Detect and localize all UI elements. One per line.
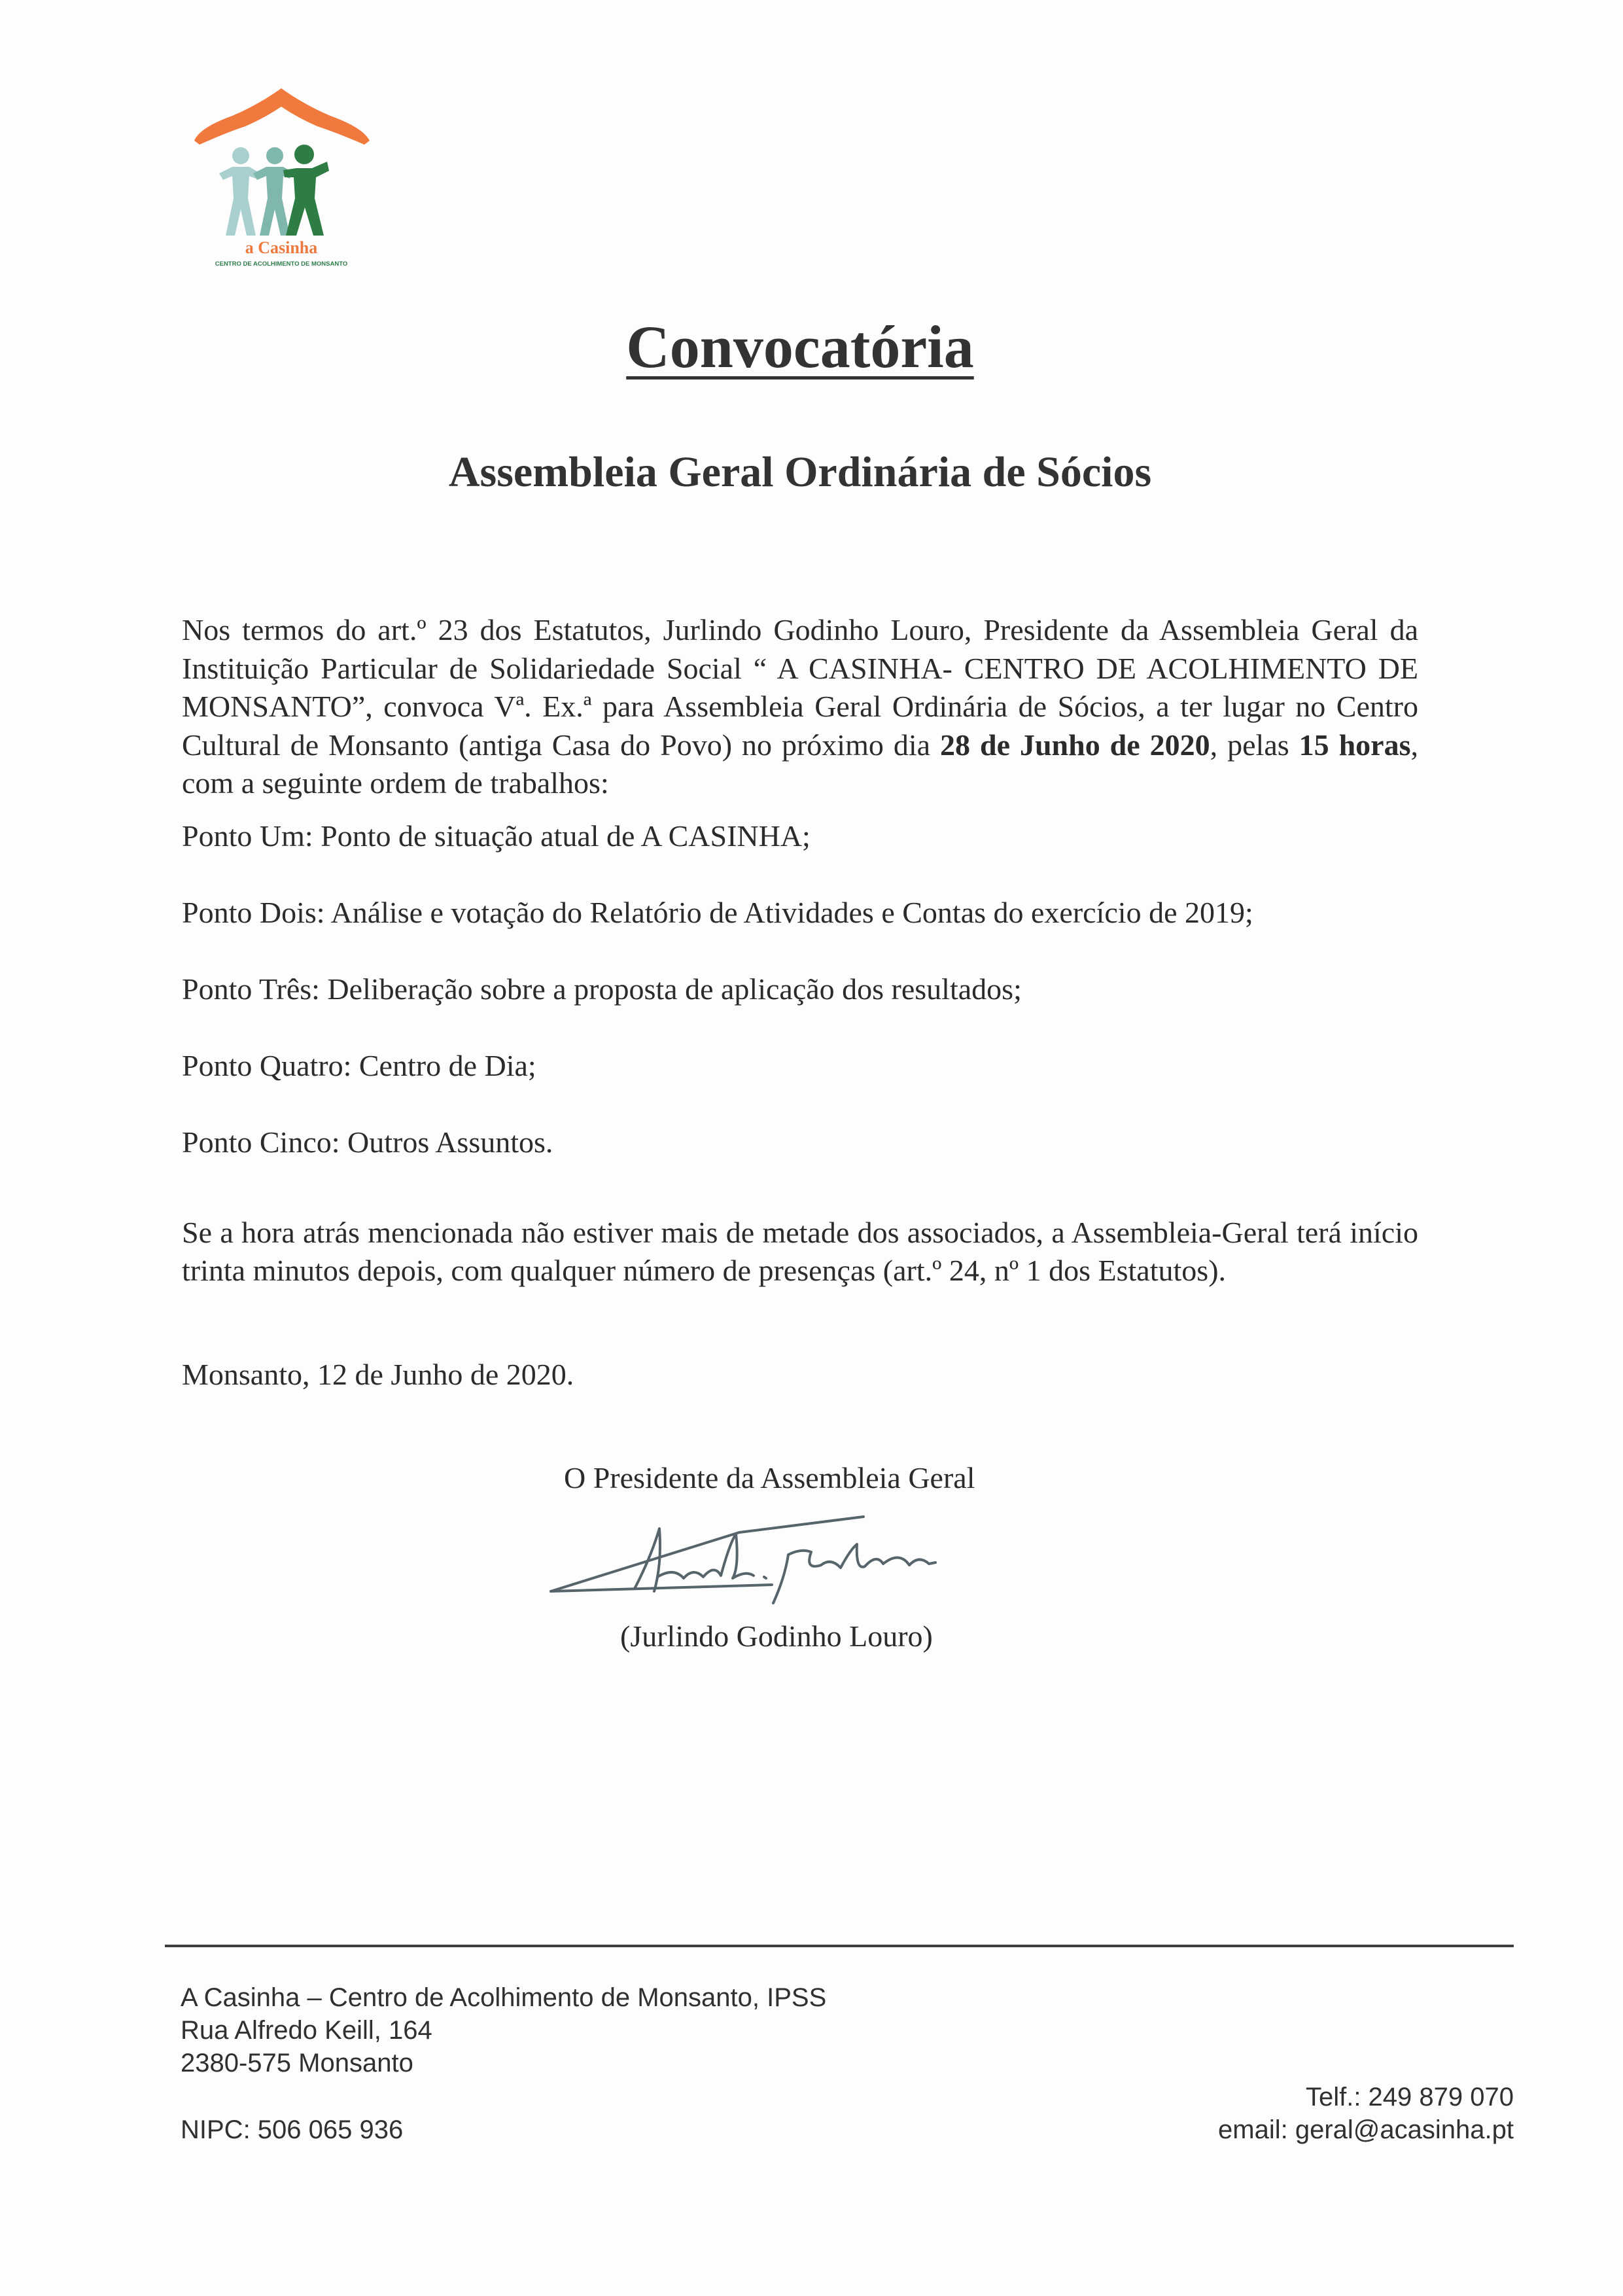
agenda-item: Ponto Cinco: Outros Assuntos. [182, 1125, 553, 1159]
meeting-date: 28 de Junho de 2020 [940, 728, 1210, 762]
letter-body [182, 308, 1418, 1655]
agenda-list [182, 817, 1418, 1161]
house-with-people-icon [186, 82, 376, 275]
logo-name: a Casinha [245, 238, 318, 257]
agenda-item: Ponto Quatro: Centro de Dia; [182, 1048, 536, 1082]
agenda-item: Ponto Um: Ponto de situação atual de A CASINHA; [182, 819, 811, 853]
agenda-item: Ponto Dois: Análise e votação do Relatório de Atividades e Contas do exercício de 2019; [182, 895, 1253, 929]
footer-organization: A Casinha – Centro de Acolhimento de Monsanto, IPSS [181, 1983, 827, 2012]
signature-block [182, 1459, 1418, 1655]
footer-divider [165, 1945, 1514, 1947]
agenda-item: Ponto Três: Deliberação sobre a proposta de aplicação dos resultados; [182, 972, 1022, 1006]
quorum-paragraph: Se a hora atrás mencionada não estiver mais de metade dos associados, a Assembleia-Geral terá início trinta minutos depois, com qualquer número de presenças (art.º 24, nº 1 dos Estatutos). [182, 1215, 1418, 1287]
footer-nipc: NIPC: 506 065 936 [181, 2115, 404, 2144]
meeting-time: 15 horas [1299, 728, 1411, 762]
intro-paragraph [182, 611, 1418, 803]
footer-postal-code: 2380-575 Monsanto [181, 2049, 413, 2077]
footer-phone: Telf.: 249 879 070 [1305, 2083, 1514, 2111]
footer [165, 1945, 1514, 2146]
handwritten-signature-icon [543, 1505, 1066, 1610]
place-and-date: Monsanto, 12 de Junho de 2020. [182, 1357, 574, 1391]
footer-email: email: geral@acasinha.pt [1218, 2115, 1514, 2144]
footer-street: Rua Alfredo Keill, 164 [181, 2016, 432, 2045]
intro-text: Nos termos do art.º 23 dos Estatutos, Jurlindo Godinho Louro, Presidente da Assembleia Geral da Instituição Particular de Solidariedade Social “ A CASINHA- CENTRO DE ACOLHIMENTO DE MONSANTO”, convoca Vª. Ex.ª para Assembleia Geral Ordinária de Sócios, a ter lugar no Centro Cultural de Monsanto (antiga Casa do Povo) no próximo dia [182, 613, 1418, 762]
organization-logo [186, 82, 376, 275]
intro-text-after: , com a seguinte ordem de trabalhos: [182, 728, 1418, 800]
logo-subtitle: CENTRO DE ACOLHIMENTO DE MONSANTO [215, 260, 348, 268]
document-subtitle: Assembleia Geral Ordinária de Sócios [448, 448, 1152, 496]
document-title: Convocatória [626, 313, 974, 380]
intro-text-between: , pelas [1210, 728, 1299, 762]
signatory-role: O Presidente da Assembleia Geral [564, 1460, 975, 1494]
signatory-name: (Jurlindo Godinho Louro) [620, 1619, 933, 1653]
